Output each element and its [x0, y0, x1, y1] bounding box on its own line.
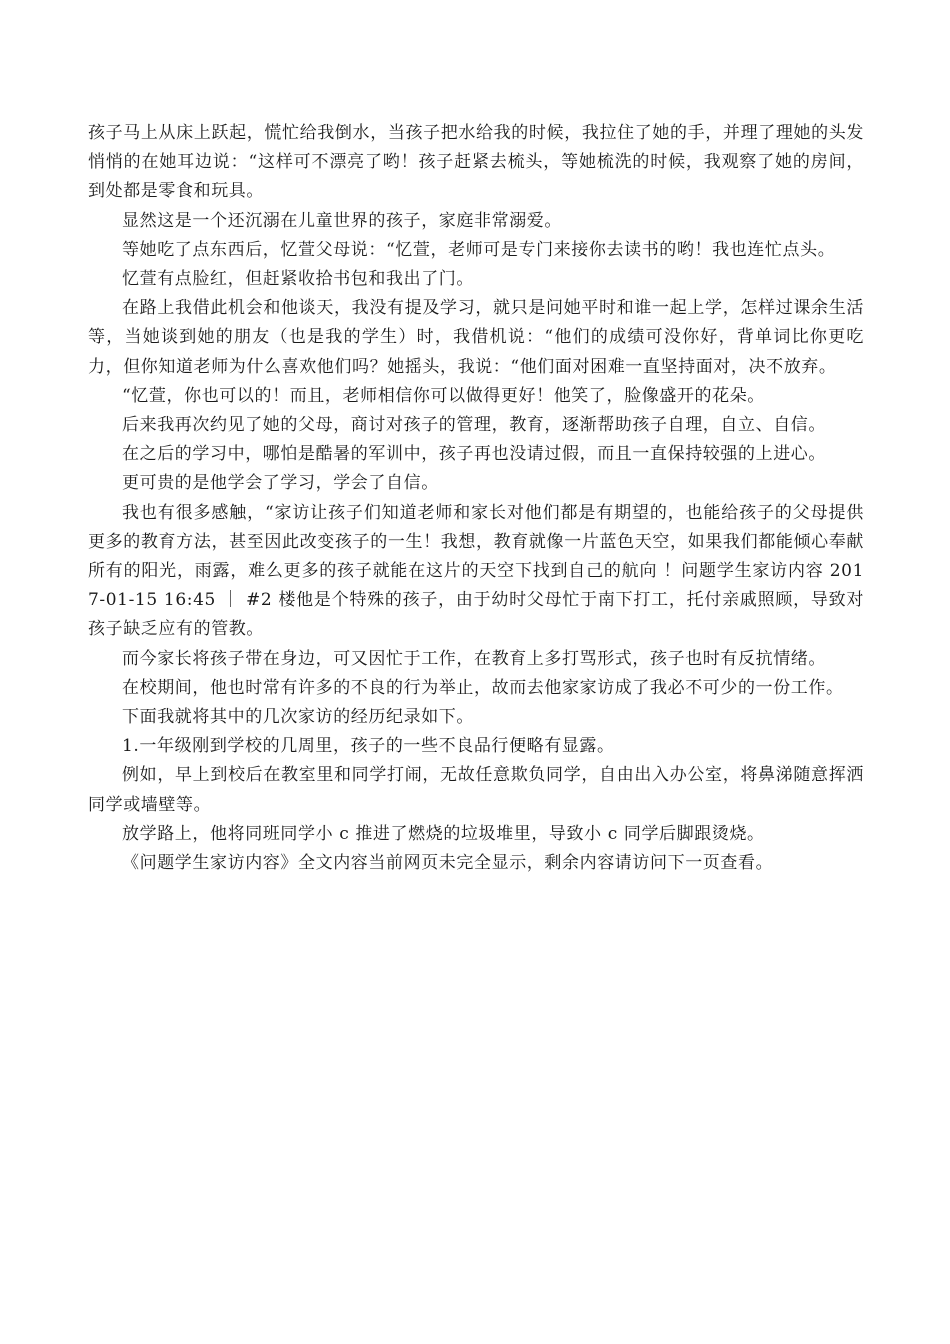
paragraph: 在路上我借此机会和他谈天，我没有提及学习，就只是问她平时和谁一起上学，怎样过课余生活等，当她谈到她的朋友（也是我的学生）时，我借机说：“他们的成绩可没你好，背单词比你更吃力，但你知道老师为什么喜欢他们吗？她摇头，我说：“他们面对困难一直坚持面对，决不放弃。	[88, 298, 864, 377]
paragraph: 我也有很多感触，“家访让孩子们知道老师和家长对他们都是有期望的，也能给孩子的父母提供更多的教育方法，甚至因此改变孩子的一生！我想，教育就像一片蓝色天空，如果我们都能倾心奉献所有的阳光，雨露，难么更多的孩子就能在这片的天空下找到自己的航向 ！问题学生家访内容 2017-01-15 16:45 ｜ #2 楼他是个特殊的孩子，由于幼时父母忙于南下打工，托付亲戚照顾，导致对孩子缺乏应有的管教。	[88, 502, 864, 640]
paragraph: 显然这是一个还沉溺在儿童世界的孩子，家庭非常溺爱。	[122, 210, 562, 231]
paragraph: 忆萱有点脸红，但赶紧收拾书包和我出了门。	[122, 269, 474, 290]
paragraph: 下面我就将其中的几次家访的经历纪录如下。	[122, 707, 474, 728]
paragraph: 放学路上，他将同班同学小 c 推进了燃烧的垃圾堆里，导致小 c 同学后脚跟烫烧。	[122, 823, 765, 844]
paragraph: 1.一年级刚到学校的几周里，孩子的一些不良品行便略有显露。	[122, 736, 615, 757]
paragraph: “忆萱，你也可以的！而且，老师相信你可以做得更好！他笑了，脸像盛开的花朵。	[122, 385, 765, 406]
paragraph: 在校期间，他也时常有许多的不良的行为举止，故而去他家家访成了我必不可少的一份工作。	[122, 677, 844, 698]
document-body	[88, 119, 864, 878]
paragraph: 例如，早上到校后在教室里和同学打闹，无故任意欺负同学，自由出入办公室，将鼻涕随意挥洒同学或墙壁等。	[88, 765, 864, 815]
paragraph: 后来我再次约见了她的父母，商讨对孩子的管理，教育，逐渐帮助孩子自理，自立、自信。	[122, 415, 826, 436]
paragraph: 孩子马上从床上跃起，慌忙给我倒水，当孩子把水给我的时候，我拉住了她的手，并理了理她的头发悄悄的在她耳边说：“这样可不漂亮了哟！孩子赶紧去梳头，等她梳洗的时候，我观察了她的房间，到处都是零食和玩具。	[88, 123, 864, 202]
paragraph: 而今家长将孩子带在身边，可又因忙于工作，在教育上多打骂形式，孩子也时有反抗情绪。	[122, 648, 826, 669]
paragraph: 更可贵的是他学会了学习，学会了自信。	[122, 473, 439, 494]
continuation-notice[interactable]: 《问题学生家访内容》全文内容当前网页未完全显示，剩余内容请访问下一页查看。	[122, 853, 774, 874]
paragraph: 在之后的学习中，哪怕是酷暑的军训中，孩子再也没请过假，而且一直保持较强的上进心。	[122, 444, 826, 465]
paragraph: 等她吃了点东西后，忆萱父母说：“忆萱，老师可是专门来接你去读书的哟！我也连忙点头。	[122, 239, 836, 260]
